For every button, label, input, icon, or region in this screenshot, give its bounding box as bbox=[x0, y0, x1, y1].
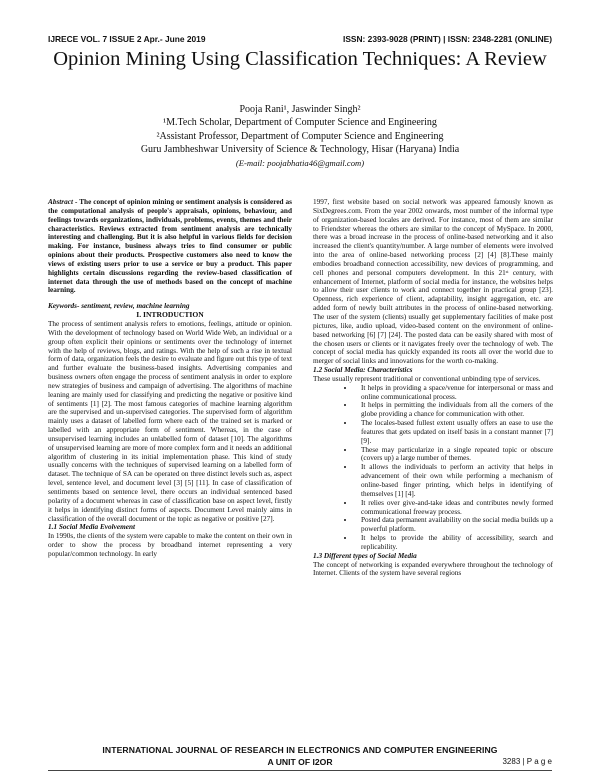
author-email: (E-mail: poojabhatia46@gmail.com) bbox=[235, 157, 365, 168]
evolvement-paragraph-continued: 1997, first website based on social network was appeared famously known as SixDegrees.com. From the year 2002 onwards, most number of the informal type of organization-based locales are derived. For instance, most of them are similar to Friendster whereas the others are similar to the concept of MySpace. In 2000, there was a broad increase in the process of online-based networking and it also increased the client's quantity/number. A large number of elements were involved into the area of online-based networking process [2] [4] [8].These mainly embodies broadband connection accessibility, new devices of programming, and cell phones and personal computers development. In this 21ˢᵗ century, with enhancement of Internet, platform of social media for instance, the websites helps to allow their user clients to work and connect together in practical group [23]. Openness, rich experience of client, adaptability, insight aggregation, etc. are added form of newly built attributes in the process of online-based networking. The user of the system (clients) usually get supplementary facilities of make post pictures, like, audio upload, video-based content on the environment of online-based networking [6] [7] [24]. The posted data can be easily shared with most of the chosen users or clients or it navigates freely over the technology of web. The concept of social media has quickly expanded its roots all over the world due to merger of social links and innovations for the worth co-making. bbox=[313, 198, 553, 366]
section-heading-introduction: I. INTRODUCTION bbox=[136, 310, 204, 320]
left-column bbox=[48, 198, 292, 559]
list-item: • It allows the individuals to perform an activity that helps in advancement of their own while performing a mechanism of online-based finger printing, which helps in identifying of themselves [1] [4]. bbox=[355, 463, 553, 498]
running-header bbox=[48, 34, 552, 46]
university: Guru Jambheshwar University of Science & Technology, Hisar (Haryana) India bbox=[140, 144, 460, 156]
list-item: • It helps in permitting the individuals from all the corners of the globe providing a chance for communication with other. bbox=[355, 401, 553, 419]
evolvement-paragraph: In 1990s, the clients of the system were capable to make the content on their own in order to show the process by broadband internet representing a very popular/common technology. In early bbox=[48, 532, 292, 558]
characteristics-intro: These usually represent traditional or conventional unbinding type of services. bbox=[313, 374, 541, 383]
intro-paragraph: The process of sentiment analysis refers to emotions, feelings, attitude or opinion. With the development of technology based on World Wide Web, an individual or a group often explicit their opinions or sentiments over the technology of internet with the help of reviews, blogs, and ratings. With the help of such a rise in textual form of data, organization feels the desire to evaluate and figure out this type of text and further evaluate the business-based insights. Advertising companies and business owners often engage the process of sentiment analysis in order to explore new strategies of business and campaign of advertising. The algorithms of machine leaning are mainly used for classifying and predicting the negative or positive kind of sentiments [1] [2]. The most famous categories of machine learning algorithm are the supervised and un-supervised categories. The supervised form of algorithm mainly uses a dataset of labelled form where each of the trained set is marked or labelled with an appropriate form of sentiment. Whereas, in the case of unsupervised learning includes an unlabelled form of dataset [10]. The algorithms of unsupervised learning are more of more complex form and it needs an additional algorithm of clustering in its initial implementation phase. This kind of study usually concerns with the techniques of supervised learning on a labelled form of dataset. The technique of SA can be operated on three distinct levels such as, aspect level, sentence level, and document level [3] [5] [11]. In case of classification of sentiments based on sentence level, there occurs an individual sentenced based polarity of a document whereas in case of classification base on aspect level, firstly it helps in identifying distinct forms of aspects. Document Level mainly aims in classification of the overall document or the topic as negative or positive [27]. bbox=[48, 319, 292, 523]
list-item: • Posted data permanent availability on the social media builds up a powerful platform. bbox=[355, 516, 553, 534]
author-block bbox=[40, 103, 560, 170]
characteristics-list bbox=[313, 384, 553, 552]
issn-info: ISSN: 2393-9028 (PRINT) | ISSN: 2348-2281 (ONLINE) bbox=[343, 34, 552, 44]
journal-name: INTERNATIONAL JOURNAL OF RESEARCH IN ELECTRONICS AND COMPUTER ENGINEERING bbox=[102, 745, 498, 755]
list-item: • The locales-based fullest extent usually offers an ease to use the features that gets updated on itself basis in a constant manner [7] [9]. bbox=[355, 419, 553, 446]
list-item: • It helps to provide the ability of accessibility, search and replicability. bbox=[355, 534, 553, 552]
publisher-unit: A UNIT OF I2OR bbox=[267, 757, 333, 767]
subsection-heading-types: 1.3 Different types of Social Media bbox=[313, 551, 417, 560]
abstract bbox=[48, 198, 292, 295]
list-item: • It relies over give-and-take ideas and contributes newly formed communicational freeway process. bbox=[355, 499, 553, 517]
subsection-heading-characteristics: 1.2 Social Media: Characteristics bbox=[313, 366, 413, 375]
author-names: Pooja Rani¹, Jaswinder Singh² bbox=[239, 104, 361, 115]
footer-line bbox=[48, 757, 552, 769]
abstract-text: The concept of opinion mining or sentiment analysis is considered as the computational analysis of people's appraisals, opinions, behaviour, and feelings towards organizations, individuals, problems, events, themes and their characteristics. Reviews extracted from sentiment analysis are technically interesting and challenging. But it is also helpful in various fields for decision making. For instance, business always tries to find consumer or public opinions about their products. Prospective customers also need to know the views of existing users prior to use a service or buy a product. This paper highlights certain discussions regarding the review-based classification of internet data through the use of methods based on the concept of machine learning. bbox=[48, 198, 292, 295]
affiliation-2: ²Assistant Professor, Department of Computer Science and Engineering bbox=[156, 130, 444, 142]
paper-title: Opinion Mining Using Classification Techniques: A Review bbox=[53, 48, 547, 70]
list-item: • These may particularize in a single repeated topic or obscure (covers up) a large number of themes. bbox=[355, 446, 553, 464]
types-paragraph: The concept of networking is expanded everywhere throughout the technology of Internet. Clients of the system have several regions bbox=[313, 560, 553, 578]
affiliation-1: ¹M.Tech Scholar, Department of Computer Science and Engineering bbox=[163, 117, 437, 129]
page-footer bbox=[48, 745, 552, 771]
subsection-heading-evolvement: 1.1 Social Media Evolvement bbox=[48, 523, 135, 532]
footer-rule bbox=[48, 770, 552, 771]
page-number: 3283 | P a g e bbox=[502, 757, 552, 766]
list-item: • It helps in providing a space/venue for interpersonal or mass and online communicational process. bbox=[355, 384, 553, 402]
right-column bbox=[313, 198, 553, 578]
journal-volume: IJRECE VOL. 7 ISSUE 2 Apr.- June 2019 bbox=[48, 34, 206, 44]
keywords: Keywords- sentiment, review, machine learning bbox=[48, 302, 190, 311]
abstract-label: Abstract - bbox=[48, 198, 78, 206]
